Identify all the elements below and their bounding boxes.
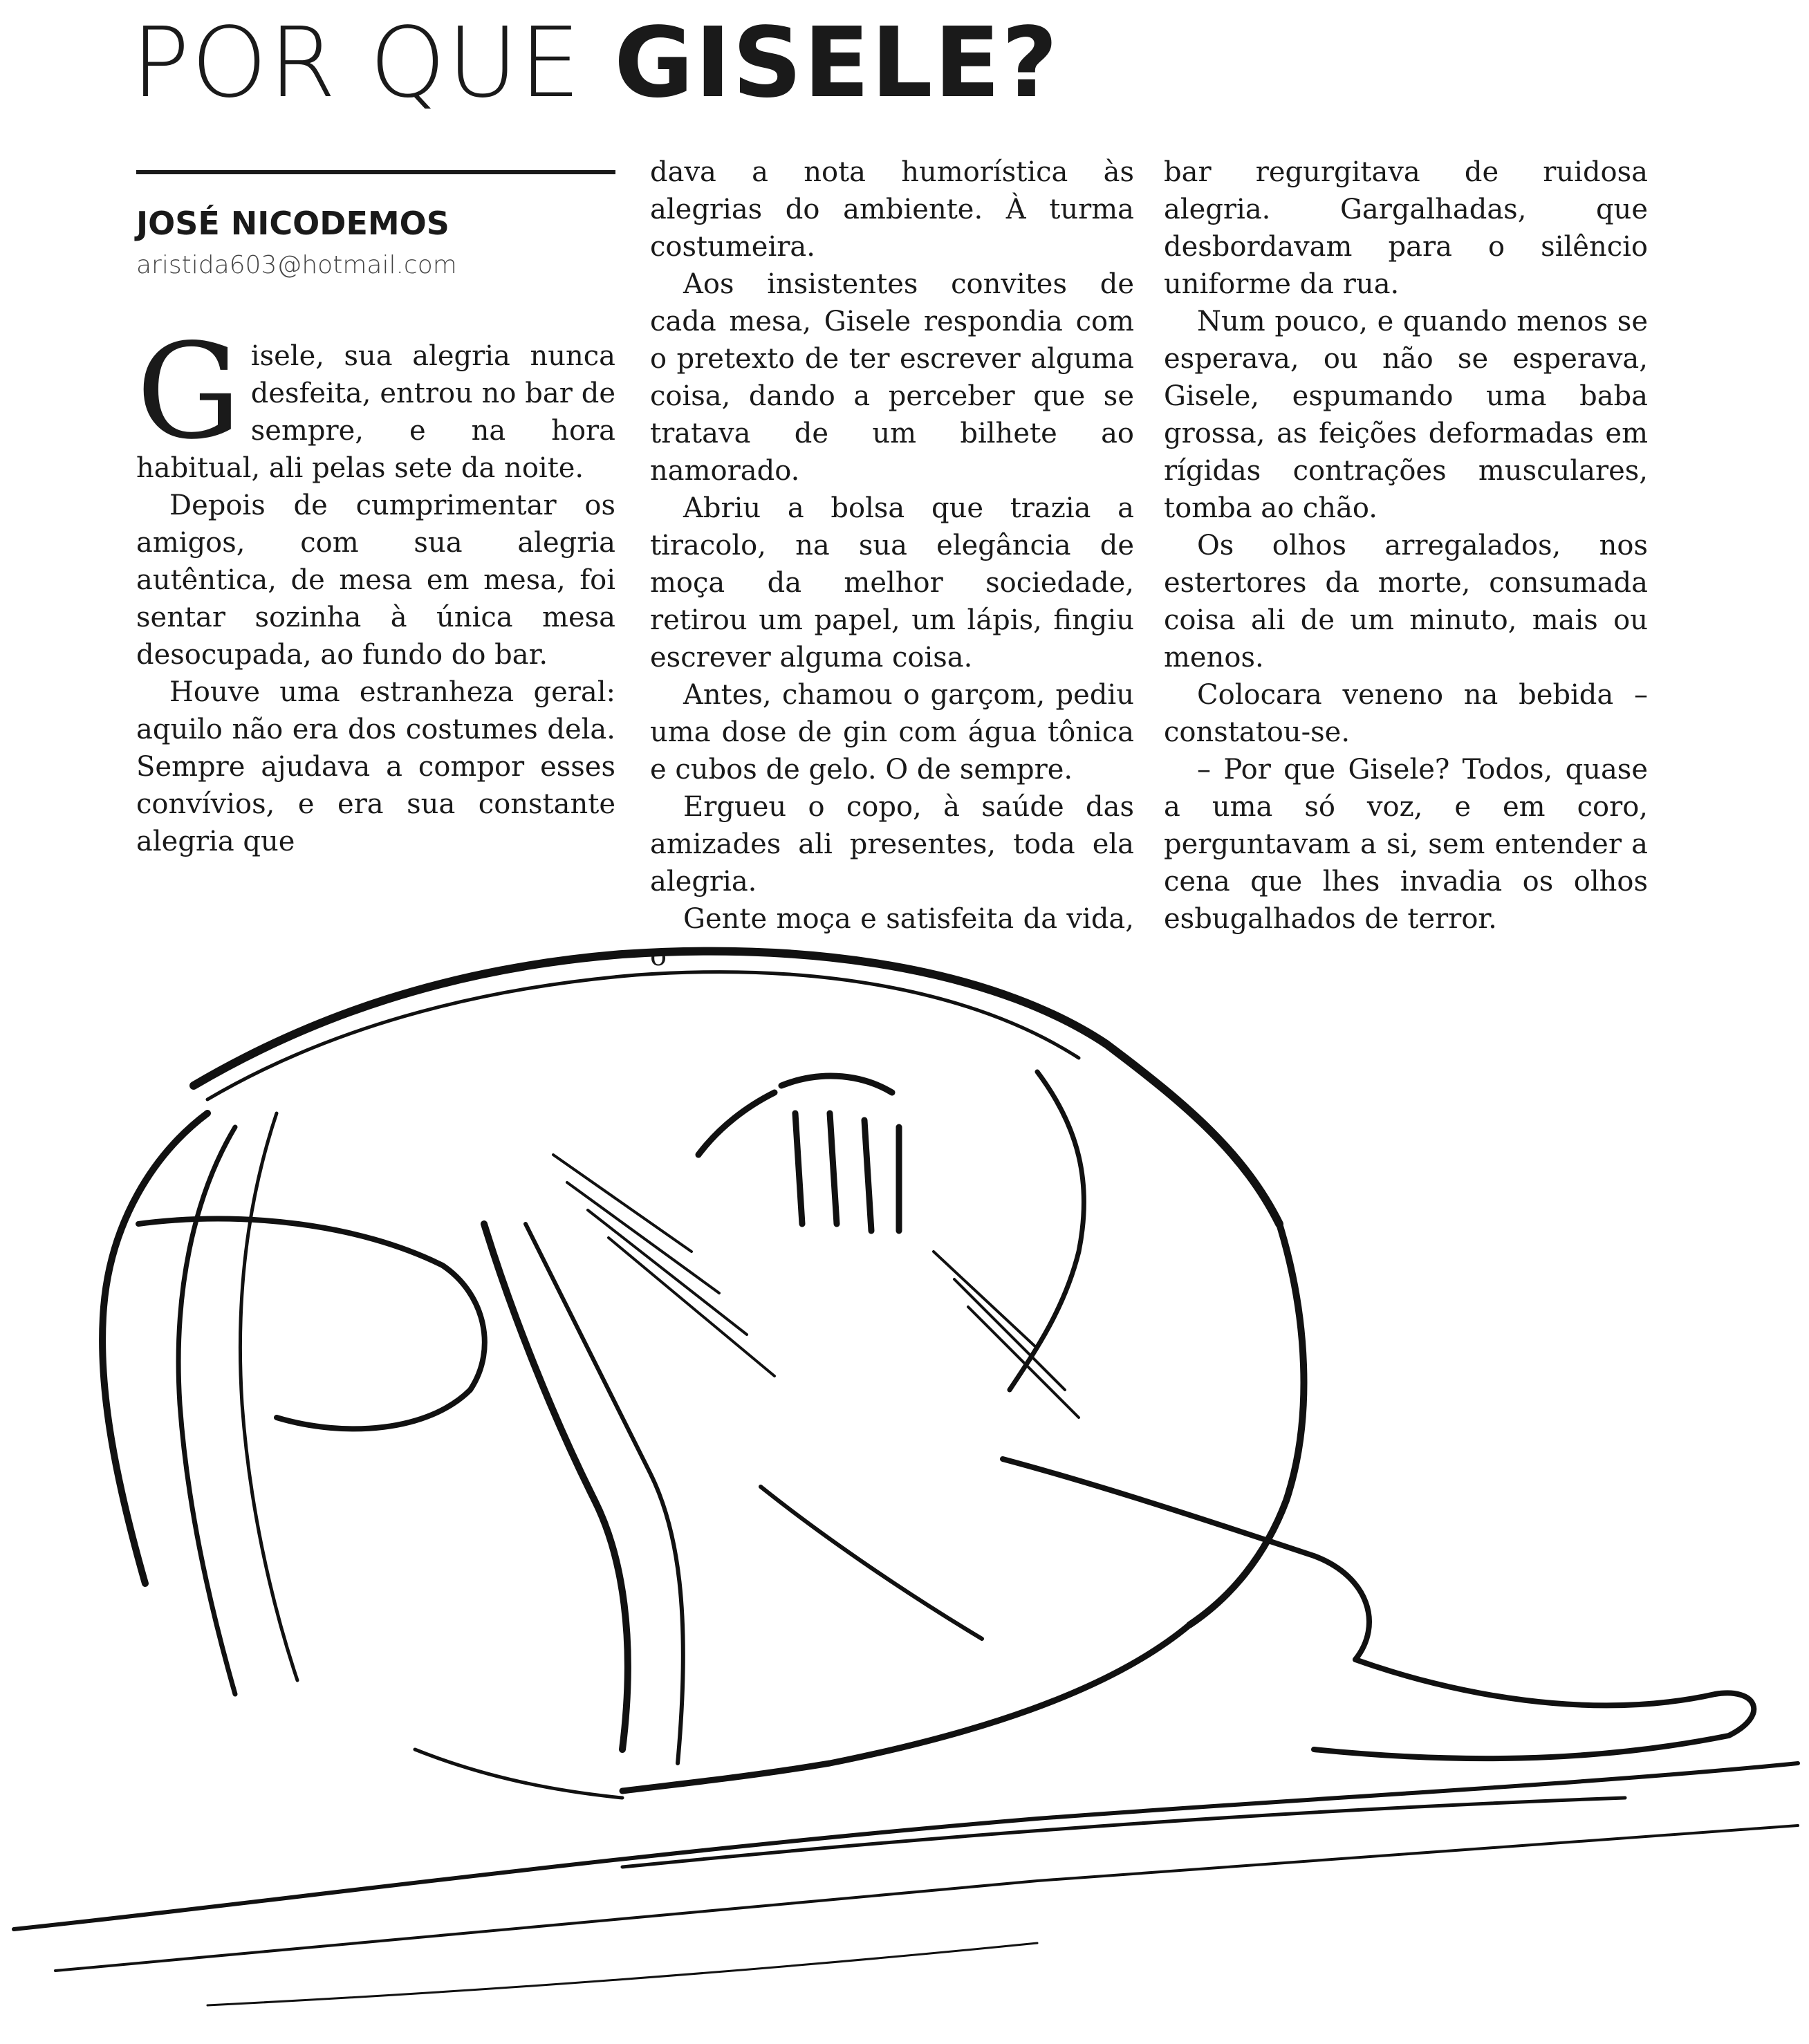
- column-1: [136, 315, 615, 860]
- paragraph: Num pouco, e quando menos se esperava, ou não se esperava, Gisele, espumando uma baba grossa, as feições deformadas em rígidas contrações musculares, tomba ao chão.: [1164, 306, 1648, 524]
- title-light: POR QUE: [131, 7, 615, 120]
- paragraph: Gente moça e satisfeita da vida, o: [650, 903, 1134, 972]
- paragraph: Aos insistentes convites de cada mesa, Gisele respondia com o pretexto de ter escrever alguma coisa, dando a perceber que se tratava de um bilhete ao namorado.: [650, 268, 1134, 487]
- paragraph-text: isele, sua alegria nunca desfeita, entrou no bar de sempre, e na hora habitual, ali pelas sete da noite.: [136, 340, 615, 484]
- drop-cap: G: [136, 315, 241, 468]
- paragraph: Houve uma estranheza geral: aquilo não era dos costumes dela. Sempre ajudava a compor esses convívios, e era sua constante alegria que: [136, 676, 615, 857]
- paragraph: Colocara veneno na bebida – constatou-se.: [1164, 679, 1648, 748]
- paragraph: Depois de cumprimentar os amigos, com sua alegria autêntica, de mesa em mesa, foi sentar sozinha à única mesa desocupada, ao fundo do bar.: [136, 490, 615, 671]
- paragraph: [136, 315, 615, 487]
- paragraph: Ergueu o copo, à saúde das amizades ali presentes, toda ela alegria.: [650, 791, 1134, 898]
- paragraph: Antes, chamou o garçom, pediu uma dose de gin com água tônica e cubos de gelo. O de sempre.: [650, 679, 1134, 786]
- title-bold: GISELE?: [614, 7, 1059, 120]
- paragraph: bar regurgitava de ruidosa alegria. Gargalhadas, que desbordavam para o silêncio uniforme da rua.: [1164, 156, 1648, 300]
- paragraph: – Por que Gisele? Todos, quase a uma só voz, e em coro, perguntavam a si, sem entender a cena que lhes invadia os olhos esbugalhados de terror.: [1164, 754, 1648, 935]
- column-3: [1164, 154, 1648, 938]
- author-email: aristida603@hotmail.com: [136, 251, 457, 279]
- paragraph: dava a nota humorística às alegrias do ambiente. À turma costumeira.: [650, 156, 1134, 263]
- paragraph: Abriu a bolsa que trazia a tiracolo, na sua elegância de moça da melhor sociedade, retirou um papel, um lápis, fingiu escrever alguma coisa.: [650, 492, 1134, 673]
- column-2: [650, 154, 1134, 975]
- author-rule: [136, 170, 615, 174]
- author-name: JOSÉ NICODEMOS: [136, 205, 449, 242]
- paragraph: Os olhos arregalados, nos estertores da morte, consumada coisa ali de um minuto, mais ou menos.: [1164, 530, 1648, 673]
- article-title: [131, 8, 1059, 119]
- sketch-illustration: [0, 864, 1809, 2040]
